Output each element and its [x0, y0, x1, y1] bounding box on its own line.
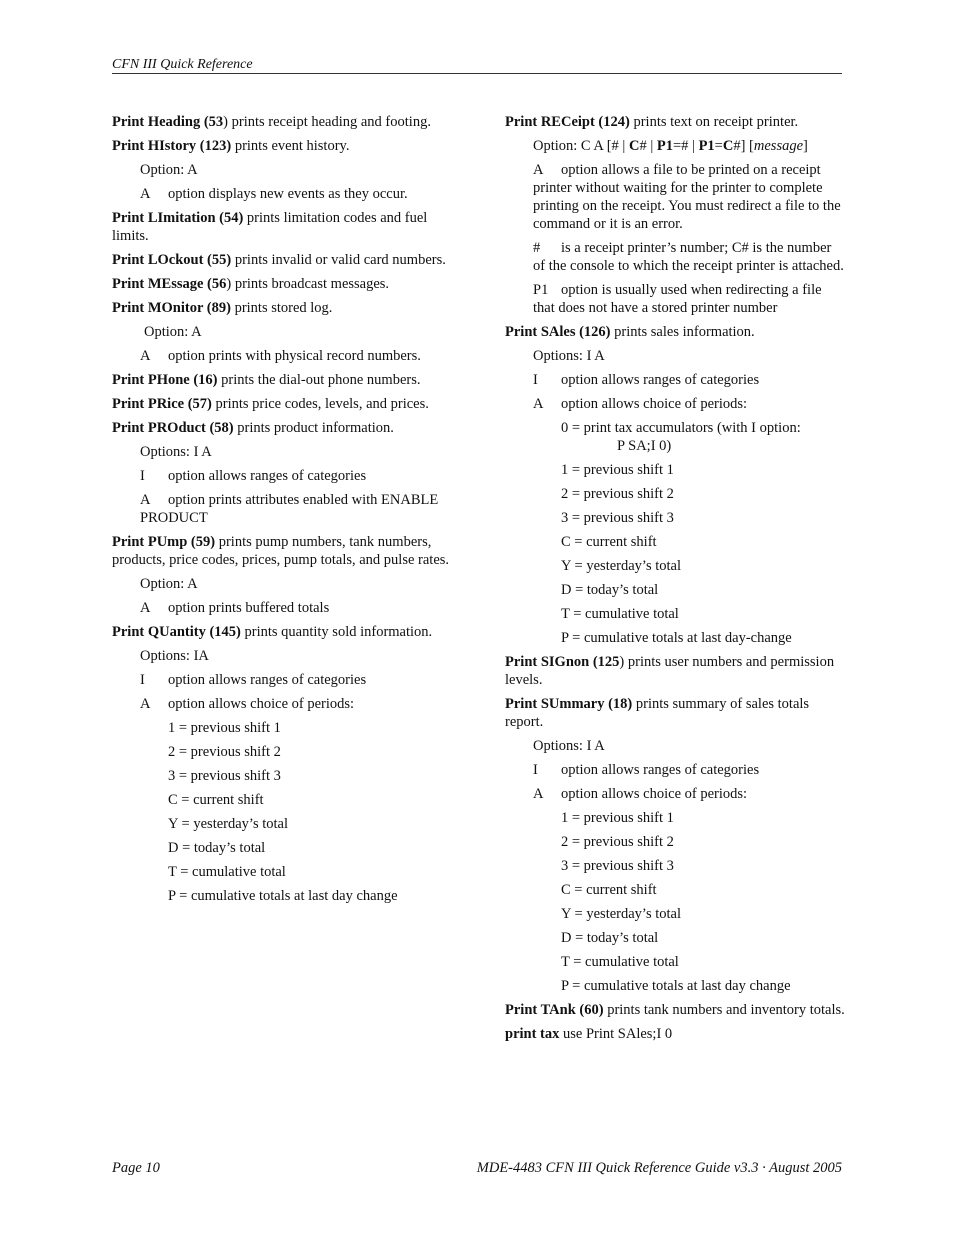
summary-period: D = today’s total [561, 930, 659, 946]
sales-option-i: I option allows ranges of categories [533, 372, 760, 388]
entry-print-tax: print tax use Print SAles;I 0 [505, 1026, 673, 1042]
receipt-option-a: A option allows a file to be printed on a receipt printer without waiting for the printer to complete printing on the receipt. You must redirect a file to the command or it is an error. [533, 162, 841, 232]
quantity-period: C = current shift [168, 792, 264, 808]
entry-print-summary: Print SUmmary (18) prints summary of sales totals report. [505, 696, 810, 730]
entry-print-message: Print MEssage (56) prints broadcast messages. [112, 276, 390, 292]
sales-period: T = cumulative total [561, 606, 679, 622]
entry-print-price: Print PRice (57) prints price codes, levels, and prices. [112, 396, 429, 412]
entry-print-quantity: Print QUantity (145) prints quantity sold information. [112, 624, 433, 640]
history-options: Option: A [140, 162, 198, 178]
entry-print-lockout: Print LOckout (55) prints invalid or valid card numbers. [112, 252, 446, 268]
summary-period: C = current shift [561, 882, 657, 898]
entry-print-tank: Print TAnk (60) prints tank numbers and inventory totals. [505, 1002, 845, 1018]
summary-option-a: A option allows choice of periods: [533, 786, 748, 802]
page-number: Page 10 [112, 1160, 160, 1176]
receipt-option-p1: P1 option is usually used when redirecting a file that does not have a stored printer number [533, 282, 822, 316]
quantity-period: 3 = previous shift 3 [168, 768, 281, 784]
quantity-period: 1 = previous shift 1 [168, 720, 281, 736]
summary-period: 3 = previous shift 3 [561, 858, 674, 874]
product-options: Options: I A [140, 444, 212, 460]
quantity-option-a: A option allows choice of periods: [140, 696, 355, 712]
summary-period: 2 = previous shift 2 [561, 834, 674, 850]
entry-print-limitation: Print LImitation (54) prints limitation codes and fuel limits. [112, 210, 428, 244]
quantity-options: Options: IA [140, 648, 209, 664]
summary-period: Y = yesterday’s total [561, 906, 681, 922]
quantity-period: Y = yesterday’s total [168, 816, 288, 832]
entry-print-receipt: Print RECeipt (124) prints text on receipt printer. [505, 114, 799, 130]
left-column [112, 113, 452, 911]
quantity-period: D = today’s total [168, 840, 266, 856]
summary-period: P = cumulative totals at last day change [561, 978, 791, 994]
summary-options: Options: I A [533, 738, 605, 754]
document-footer: MDE-4483 CFN III Quick Reference Guide v3.3 · August 2005 [476, 1160, 842, 1176]
quantity-period: P = cumulative totals at last day change [168, 888, 398, 904]
sales-option-a: A option allows choice of periods: [533, 396, 748, 412]
sales-period: 2 = previous shift 2 [561, 486, 674, 502]
entry-print-pump: Print PUmp (59) prints pump numbers, tank numbers, products, price codes, prices, pump totals, and pulse rates. [112, 534, 450, 568]
sales-period: C = current shift [561, 534, 657, 550]
right-column [505, 113, 845, 1049]
running-header: CFN III Quick Reference [112, 57, 842, 74]
monitor-options: Option: A [144, 324, 202, 340]
sales-period: 3 = previous shift 3 [561, 510, 674, 526]
entry-print-monitor: Print MOnitor (89) prints stored log. [112, 300, 333, 316]
receipt-option-hash: # is a receipt printer’s number; C# is the number of the console to which the receipt printer is attached. [533, 240, 844, 274]
summary-option-i: I option allows ranges of categories [533, 762, 760, 778]
sales-period-0: 0 = print tax accumulators (with I option: P SA;I 0) [561, 420, 801, 454]
sales-period: D = today’s total [561, 582, 659, 598]
product-option-i: I option allows ranges of categories [140, 468, 367, 484]
monitor-option-a: A option prints with physical record numbers. [140, 348, 421, 364]
history-option-a: A option displays new events as they occur. [140, 186, 408, 202]
receipt-options: Option: C A [# | C# | P1=# | P1=C#] [message] [533, 138, 808, 154]
pump-options: Option: A [140, 576, 198, 592]
entry-print-product: Print PROduct (58) prints product information. [112, 420, 394, 436]
entry-print-heading: Print Heading (53) prints receipt heading and footing. [112, 114, 431, 130]
entry-print-history: Print HIstory (123) prints event history. [112, 138, 350, 154]
entry-print-sales: Print SAles (126) prints sales information. [505, 324, 755, 340]
sales-period: 1 = previous shift 1 [561, 462, 674, 478]
entry-print-signon: Print SIGnon (125) prints user numbers and permission levels. [505, 654, 835, 688]
quantity-period: T = cumulative total [168, 864, 286, 880]
quantity-option-i: I option allows ranges of categories [140, 672, 367, 688]
sales-options: Options: I A [533, 348, 605, 364]
pump-option-a: A option prints buffered totals [140, 600, 330, 616]
summary-period: 1 = previous shift 1 [561, 810, 674, 826]
sales-period: P = cumulative totals at last day-change [561, 630, 792, 646]
entry-print-phone: Print PHone (16) prints the dial-out phone numbers. [112, 372, 421, 388]
sales-period: Y = yesterday’s total [561, 558, 681, 574]
product-option-a: A option prints attributes enabled with ENABLE PRODUCT [140, 492, 439, 526]
summary-period: T = cumulative total [561, 954, 679, 970]
quantity-period: 2 = previous shift 2 [168, 744, 281, 760]
